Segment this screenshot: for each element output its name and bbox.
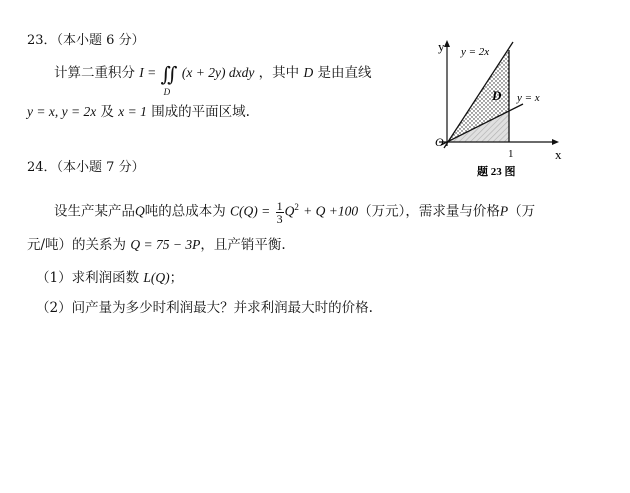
q24-exponent-2: 2 xyxy=(294,202,299,212)
q24-P-symbol: P xyxy=(499,203,509,219)
question-24-part-2: （2）问产量为多少时利润最大？并求利润最大时的价格. xyxy=(36,300,373,316)
q23-integrand: (x + 2y) dxdy xyxy=(181,65,255,80)
label-y-x: y = x xyxy=(517,92,540,104)
label-origin-O: O xyxy=(435,135,444,149)
q24-text-balance: ，且产销平衡. xyxy=(200,237,286,253)
label-y-2x: y = 2x xyxy=(461,46,490,58)
label-region-D: D xyxy=(492,88,502,103)
q23-text-lines: 是由直线 xyxy=(317,65,372,81)
q24-text-wan: （万 xyxy=(508,203,536,220)
question-23-line-2 xyxy=(27,103,250,121)
q24-text-total-cost: 吨的总成本为 xyxy=(144,203,226,220)
question-24-line-2 xyxy=(27,236,286,254)
q24-demand-equation: Q = 75 − 3P xyxy=(130,237,201,252)
label-tick-1: 1 xyxy=(508,148,514,160)
q23-text-where: ，其中 xyxy=(258,65,300,81)
integral-region-label: D xyxy=(163,86,171,97)
x-axis-label: x xyxy=(555,147,562,162)
q24-part1-text: （1）求利润函数 xyxy=(36,270,140,286)
q24-text-produce: 设生产某产品 xyxy=(54,203,135,220)
q23-bounded-text: 围成的平面区域. xyxy=(151,104,250,120)
question-24-line-1 xyxy=(54,198,535,225)
q24-profit-function: L(Q) xyxy=(143,270,170,285)
q24-fraction-one-third: $\frac{1}{3}$ xyxy=(276,198,283,226)
y-axis-arrow xyxy=(444,40,450,47)
y-axis-label: y xyxy=(438,39,445,54)
q23-and-text: 及 xyxy=(100,104,114,120)
figure-23-caption: 题 23 图 xyxy=(477,166,516,178)
q24-text-units-demand: （万元），需求量与价格 xyxy=(358,203,500,220)
question-24-header: 24．（本小题 7 分） xyxy=(27,160,145,175)
figure-23 xyxy=(425,34,575,184)
x-axis-arrow xyxy=(552,139,559,145)
q24-Q-squared: Q xyxy=(284,203,295,219)
q23-x-equals-1: x = 1 xyxy=(118,104,147,119)
q23-intro-text: 计算二重积分 xyxy=(54,65,135,81)
question-23-line-1 xyxy=(54,61,372,97)
q24-cost-function-lhs: C(Q) = xyxy=(230,203,271,219)
question-24-part-1 xyxy=(36,269,183,287)
q24-part1-end: ； xyxy=(169,270,184,286)
double-integral-sign: ∬ D xyxy=(161,65,178,83)
q23-region-D: D xyxy=(303,65,314,80)
question-23-header: 23．（本小题 6 分） xyxy=(27,33,145,48)
q24-cost-rest: + Q +100 xyxy=(303,203,359,219)
q24-Q-symbol: Q xyxy=(135,203,145,219)
q24-text-relation: 元/吨）的关系为 xyxy=(27,237,127,253)
q23-lines-math: y = x, y = 2x xyxy=(27,104,97,119)
q23-I-equals: I = xyxy=(139,65,157,80)
